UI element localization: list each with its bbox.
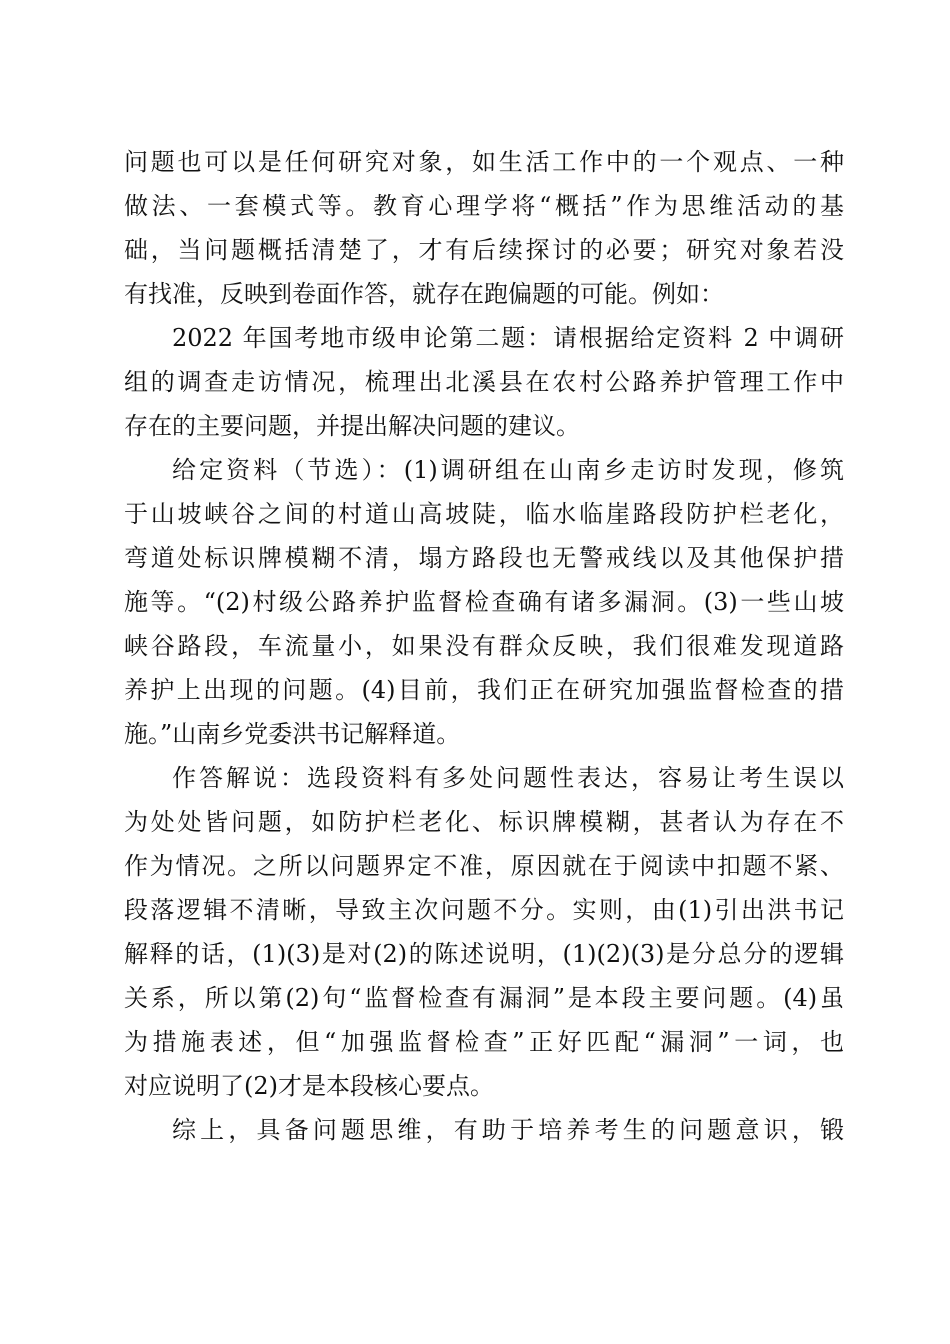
paragraph-first-line: 2022 年国考地市级申论第二题：请根据给定资料 2 中调研 [172, 324, 844, 352]
text-line: 础，当问题概括清楚了，才有后续探讨的必要；研究对象若没 [124, 236, 844, 264]
text-line: 作为情况。之所以问题界定不准，原因就在于阅读中扣题不紧、 [124, 852, 844, 880]
text-line: 存在的主要问题，并提出解决问题的建议。 [124, 412, 580, 440]
text-line: 施等。“(2)村级公路养护监督检查确有诸多漏洞。(3)一些山坡 [124, 588, 844, 616]
paragraph-first-line: 综上，具备问题思维，有助于培养考生的问题意识，锻 [172, 1116, 844, 1144]
text-line: 对应说明了(2)才是本段核心要点。 [124, 1072, 494, 1100]
text-line: 做法、一套模式等。教育心理学将“概括”作为思维活动的基 [124, 192, 844, 220]
text-line: 有找准，反映到卷面作答，就存在跑偏题的可能。例如： [124, 280, 724, 308]
text-line: 段落逻辑不清晰，导致主次问题不分。实则，由(1)引出洪书记 [124, 896, 844, 924]
text-line: 施。”山南乡党委洪书记解释道。 [124, 720, 461, 748]
text-line: 组的调查走访情况，梳理出北溪县在农村公路养护管理工作中 [124, 368, 844, 396]
text-line: 弯道处标识牌模糊不清，塌方路段也无警戒线以及其他保护措 [124, 544, 844, 572]
text-line: 问题也可以是任何研究对象，如生活工作中的一个观点、一种 [124, 148, 844, 176]
text-line: 养护上出现的问题。(4)目前，我们正在研究加强监督检查的措 [124, 676, 844, 704]
text-line: 为处处皆问题，如防护栏老化、标识牌模糊，甚者认为存在不 [124, 808, 844, 836]
text-line: 于山坡峡谷之间的村道山高坡陡，临水临崖路段防护栏老化， [124, 500, 844, 528]
text-line: 峡谷路段，车流量小，如果没有群众反映，我们很难发现道路 [124, 632, 844, 660]
text-line: 关系，所以第(2)句“监督检查有漏洞”是本段主要问题。(4)虽 [124, 984, 844, 1012]
text-line: 解释的话，(1)(3)是对(2)的陈述说明，(1)(2)(3)是分总分的逻辑 [124, 940, 844, 968]
paragraph-first-line: 给定资料（节选）：(1)调研组在山南乡走访时发现，修筑 [172, 456, 844, 484]
text-line: 为措施表述，但“加强监督检查”正好匹配“漏洞”一词，也 [124, 1028, 844, 1056]
paragraph-first-line: 作答解说：选段资料有多处问题性表达，容易让考生误以 [172, 764, 844, 792]
